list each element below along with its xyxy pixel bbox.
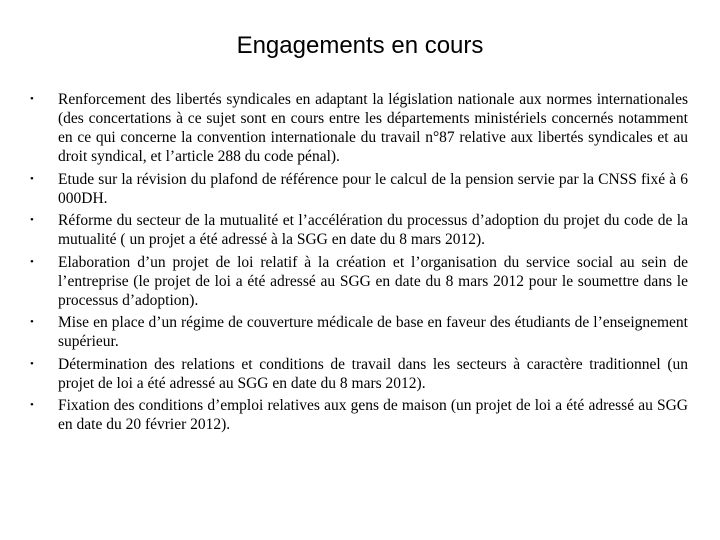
- bullet-item: [30, 211, 688, 249]
- bullet-item: [30, 90, 688, 166]
- bullet-text: Renforcement des libertés syndicales en adaptant la législation nationale aux normes internationales (des concertations à ce sujet sont en cours entre les départements ministériels concernés notamment en ce qui concerne la convention internationale du travail n°87 relative aux libertés syndicales et au droit syndical, et l’article 288 du code pénal).: [58, 91, 688, 165]
- bullet-item: [30, 355, 688, 393]
- bullet-item: [30, 170, 688, 208]
- bullet-text: Mise en place d’un régime de couverture médicale de base en faveur des étudiants de l’enseignement supérieur.: [58, 314, 688, 350]
- slide-title: Engagements en cours: [236, 32, 484, 59]
- bullet-item: [30, 396, 688, 434]
- bullet-icon: •: [30, 316, 34, 328]
- bullet-icon: •: [30, 172, 34, 185]
- bullet-icon: •: [30, 93, 34, 105]
- bullet-text: Etude sur la révision du plafond de référence pour le calcul de la pension servie par la CNSS fixé à 6 000DH.: [58, 170, 688, 207]
- bullet-icon: •: [30, 214, 34, 226]
- bullet-text: Elaboration d’un projet de loi relatif à la création et l’organisation du service social au sein de l’entreprise (le projet de loi a été adressé au SGG en date du 8 mars 2012 pour le soumettre dans le processus d’adoption).: [58, 253, 688, 309]
- bullet-icon: •: [30, 357, 34, 370]
- bullet-item: [30, 313, 688, 351]
- bullet-icon: •: [30, 255, 34, 268]
- bullet-item: [30, 253, 688, 310]
- bullet-text: Détermination des relations et conditions de travail dans les secteurs à caractère traditionnel (un projet de loi a été adressé au SGG en date du 8 mars 2012).: [58, 355, 688, 392]
- bullet-text: Fixation des conditions d’emploi relatives aux gens de maison (un projet de loi a été adressé au SGG en date du 20 février 2012).: [58, 397, 688, 433]
- bullet-icon: •: [30, 399, 34, 411]
- bullet-text: Réforme du secteur de la mutualité et l’accélération du processus d’adoption du projet du code de la mutualité ( un projet a été adressé à la SGG en date du 8 mars 2012).: [58, 212, 688, 248]
- bullet-list: [30, 90, 688, 438]
